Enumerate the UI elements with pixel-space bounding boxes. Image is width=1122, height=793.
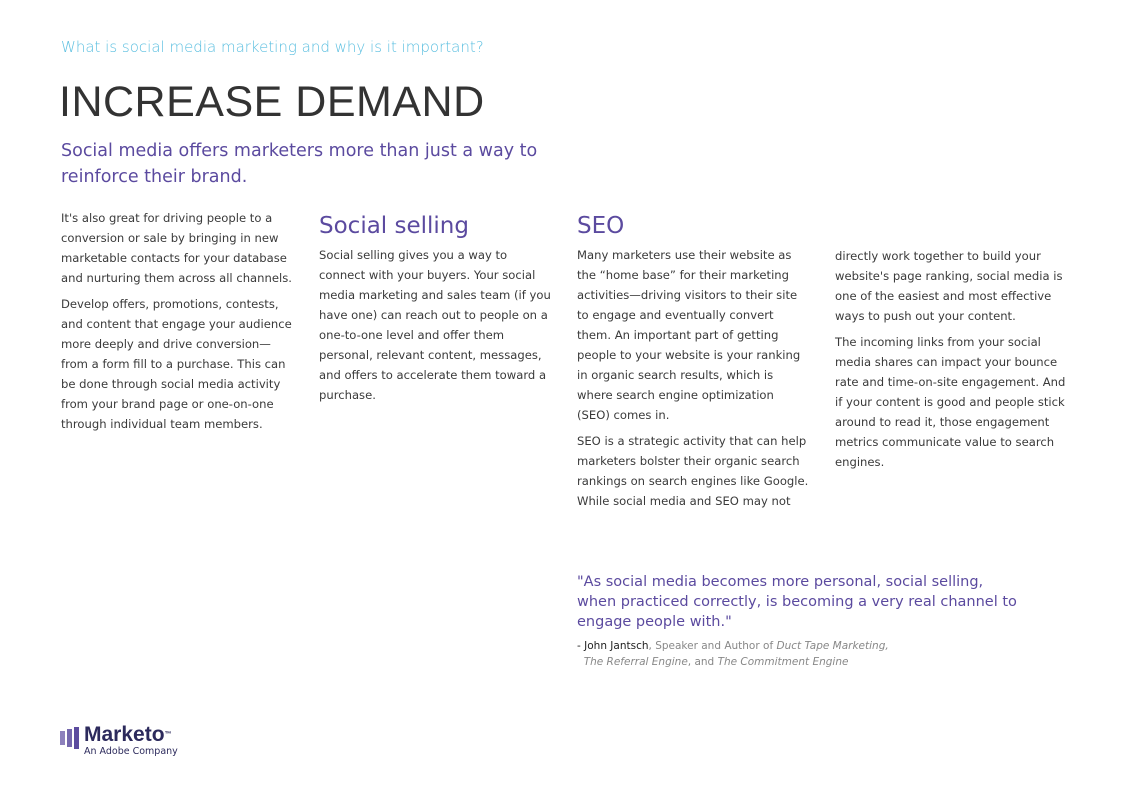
quote-attribution <box>577 638 917 670</box>
kicker: What is social media marketing and why is it important? <box>61 38 484 56</box>
paragraph: Many marketers use their website as the “home base” for their marketing activities—driving visitors to their site to engage and eventually convert them. An important part of getting people to your website is your ranking in organic search results, which is where search engine optimization (SEO) comes in. <box>577 248 801 422</box>
paragraph: SEO is a strategic activity that can help marketers bolster their organic search rankings on search engines like Google. While social media and SEO may not <box>577 434 809 508</box>
column-intro <box>61 208 293 440</box>
column-seo <box>577 211 809 517</box>
paragraph: Develop offers, promotions, contests, and content that engage your audience more deeply and drive conversion—from a form fill to a purchase. This can be done through social media activity from your brand page or one-on-one through individual team members. <box>61 297 292 431</box>
lead-text: Social media offers marketers more than just a way to reinforce their brand. <box>61 141 538 187</box>
pull-quote: "As social media becomes more personal, social selling, when practiced correctly, is becoming a very real channel to engage people with." <box>577 574 1017 630</box>
marketo-logo <box>60 724 178 757</box>
page-title: INCREASE DEMAND <box>59 78 485 126</box>
paragraph: It's also great for driving people to a conversion or sale by bringing in new marketable contacts for your database and nurturing them across all channels. <box>61 211 292 285</box>
logo-name: Marketo <box>84 723 165 746</box>
paragraph: directly work together to build your website's page ranking, social media is one of the easiest and most effective ways to push out your content. <box>835 249 1063 323</box>
dash: - <box>577 640 585 652</box>
logo-tagline: An Adobe Company <box>84 746 178 757</box>
author-name: John Jantsch <box>584 640 649 652</box>
paragraph: The incoming links from your social media shares can impact your bounce rate and time-on-site engagement. And if your content is good and people stick around to read it, those engagement metrics communicate value to search engines. <box>835 335 1066 469</box>
book-title: The Referral Engine <box>583 656 688 668</box>
trademark: ™ <box>164 731 172 738</box>
author-role: , Speaker and Author of <box>648 640 777 652</box>
conjunction: , and <box>687 656 718 668</box>
column-seo-continued <box>835 246 1067 478</box>
column-social-selling <box>319 211 551 411</box>
book-title: Duct Tape Marketing, <box>776 640 889 652</box>
paragraph: Social selling gives you a way to connect with your buyers. Your social media marketing and sales team (if you have one) can reach out to people on a one-to-one level and offer them personal, relevant content, messages, and offers to accelerate them toward a purchase. <box>319 248 551 402</box>
section-heading: SEO <box>577 213 625 239</box>
section-heading: Social selling <box>319 213 469 239</box>
logo-bars-icon <box>60 727 79 749</box>
book-title: The Commitment Engine <box>717 656 849 668</box>
